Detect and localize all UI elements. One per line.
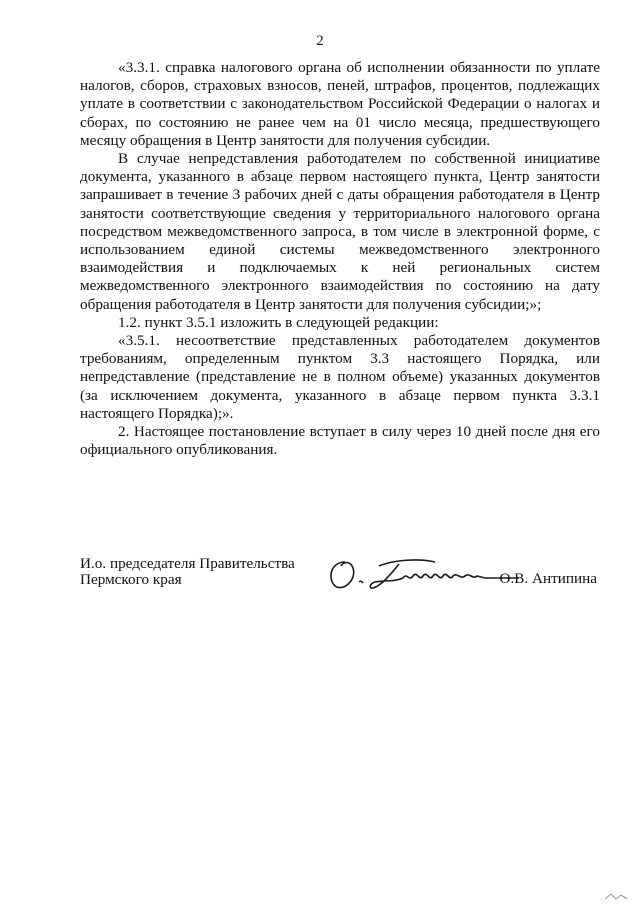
signer-position-line2: Пермского края (80, 571, 182, 588)
page-number: 2 (316, 33, 324, 49)
signer-position (80, 556, 295, 588)
paragraph-3-5-1: «3.5.1. несоответствие представленных работодателем документов требованиям, определенным пунктом 3.3 настоящего Порядка, или непредставление (представление не в полном объеме) указанных документов (за исключением документа, указанного в абзаце первом пункта 3.3.1 настоящего Порядка);». (80, 332, 600, 422)
document-body (80, 59, 600, 459)
signer-position-line1: И.о. председателя Правительства (80, 555, 295, 572)
paragraph-item-2: 2. Настоящее постановление вступает в силу через 10 дней после дня его официального опубликования. (80, 423, 600, 459)
paragraph-3-3-1: «3.3.1. справка налогового органа об исполнении обязанности по уплате налогов, сборов, страховых взносов, пеней, штрафов, процентов, подлежащих уплате в соответствии с законодательством Российской Федерации о налогах и сборах, по состоянию не ранее чем на 01 число месяца, предшествующего месяцу обращения в Центр занятости для получения субсидии. (80, 59, 600, 149)
paragraph-item-1-2: 1.2. пункт 3.5.1 изложить в следующей редакции: (118, 313, 439, 331)
scan-mark-icon (604, 893, 628, 901)
paragraph-non-submission: В случае непредставления работодателем по собственной инициативе документа, указанного в абзаце первом настоящего пункта, Центр занятости запрашивает в течение 3 рабочих дней с даты обращения работодателя в Центр занятости соответствующие сведения у территориального налогового органа посредством межведомственного запроса, в том числе в электронной форме, с использованием единой системы межведомственного электронного взаимодействия и подключаемых к ней региональных систем межведомственного электронного взаимодействия по состоянию на дату обращения работодателя в Центр занятости для получения субсидии;»; (80, 150, 600, 313)
signer-name: О.В. Антипина (499, 570, 597, 587)
signature-block (80, 556, 600, 596)
